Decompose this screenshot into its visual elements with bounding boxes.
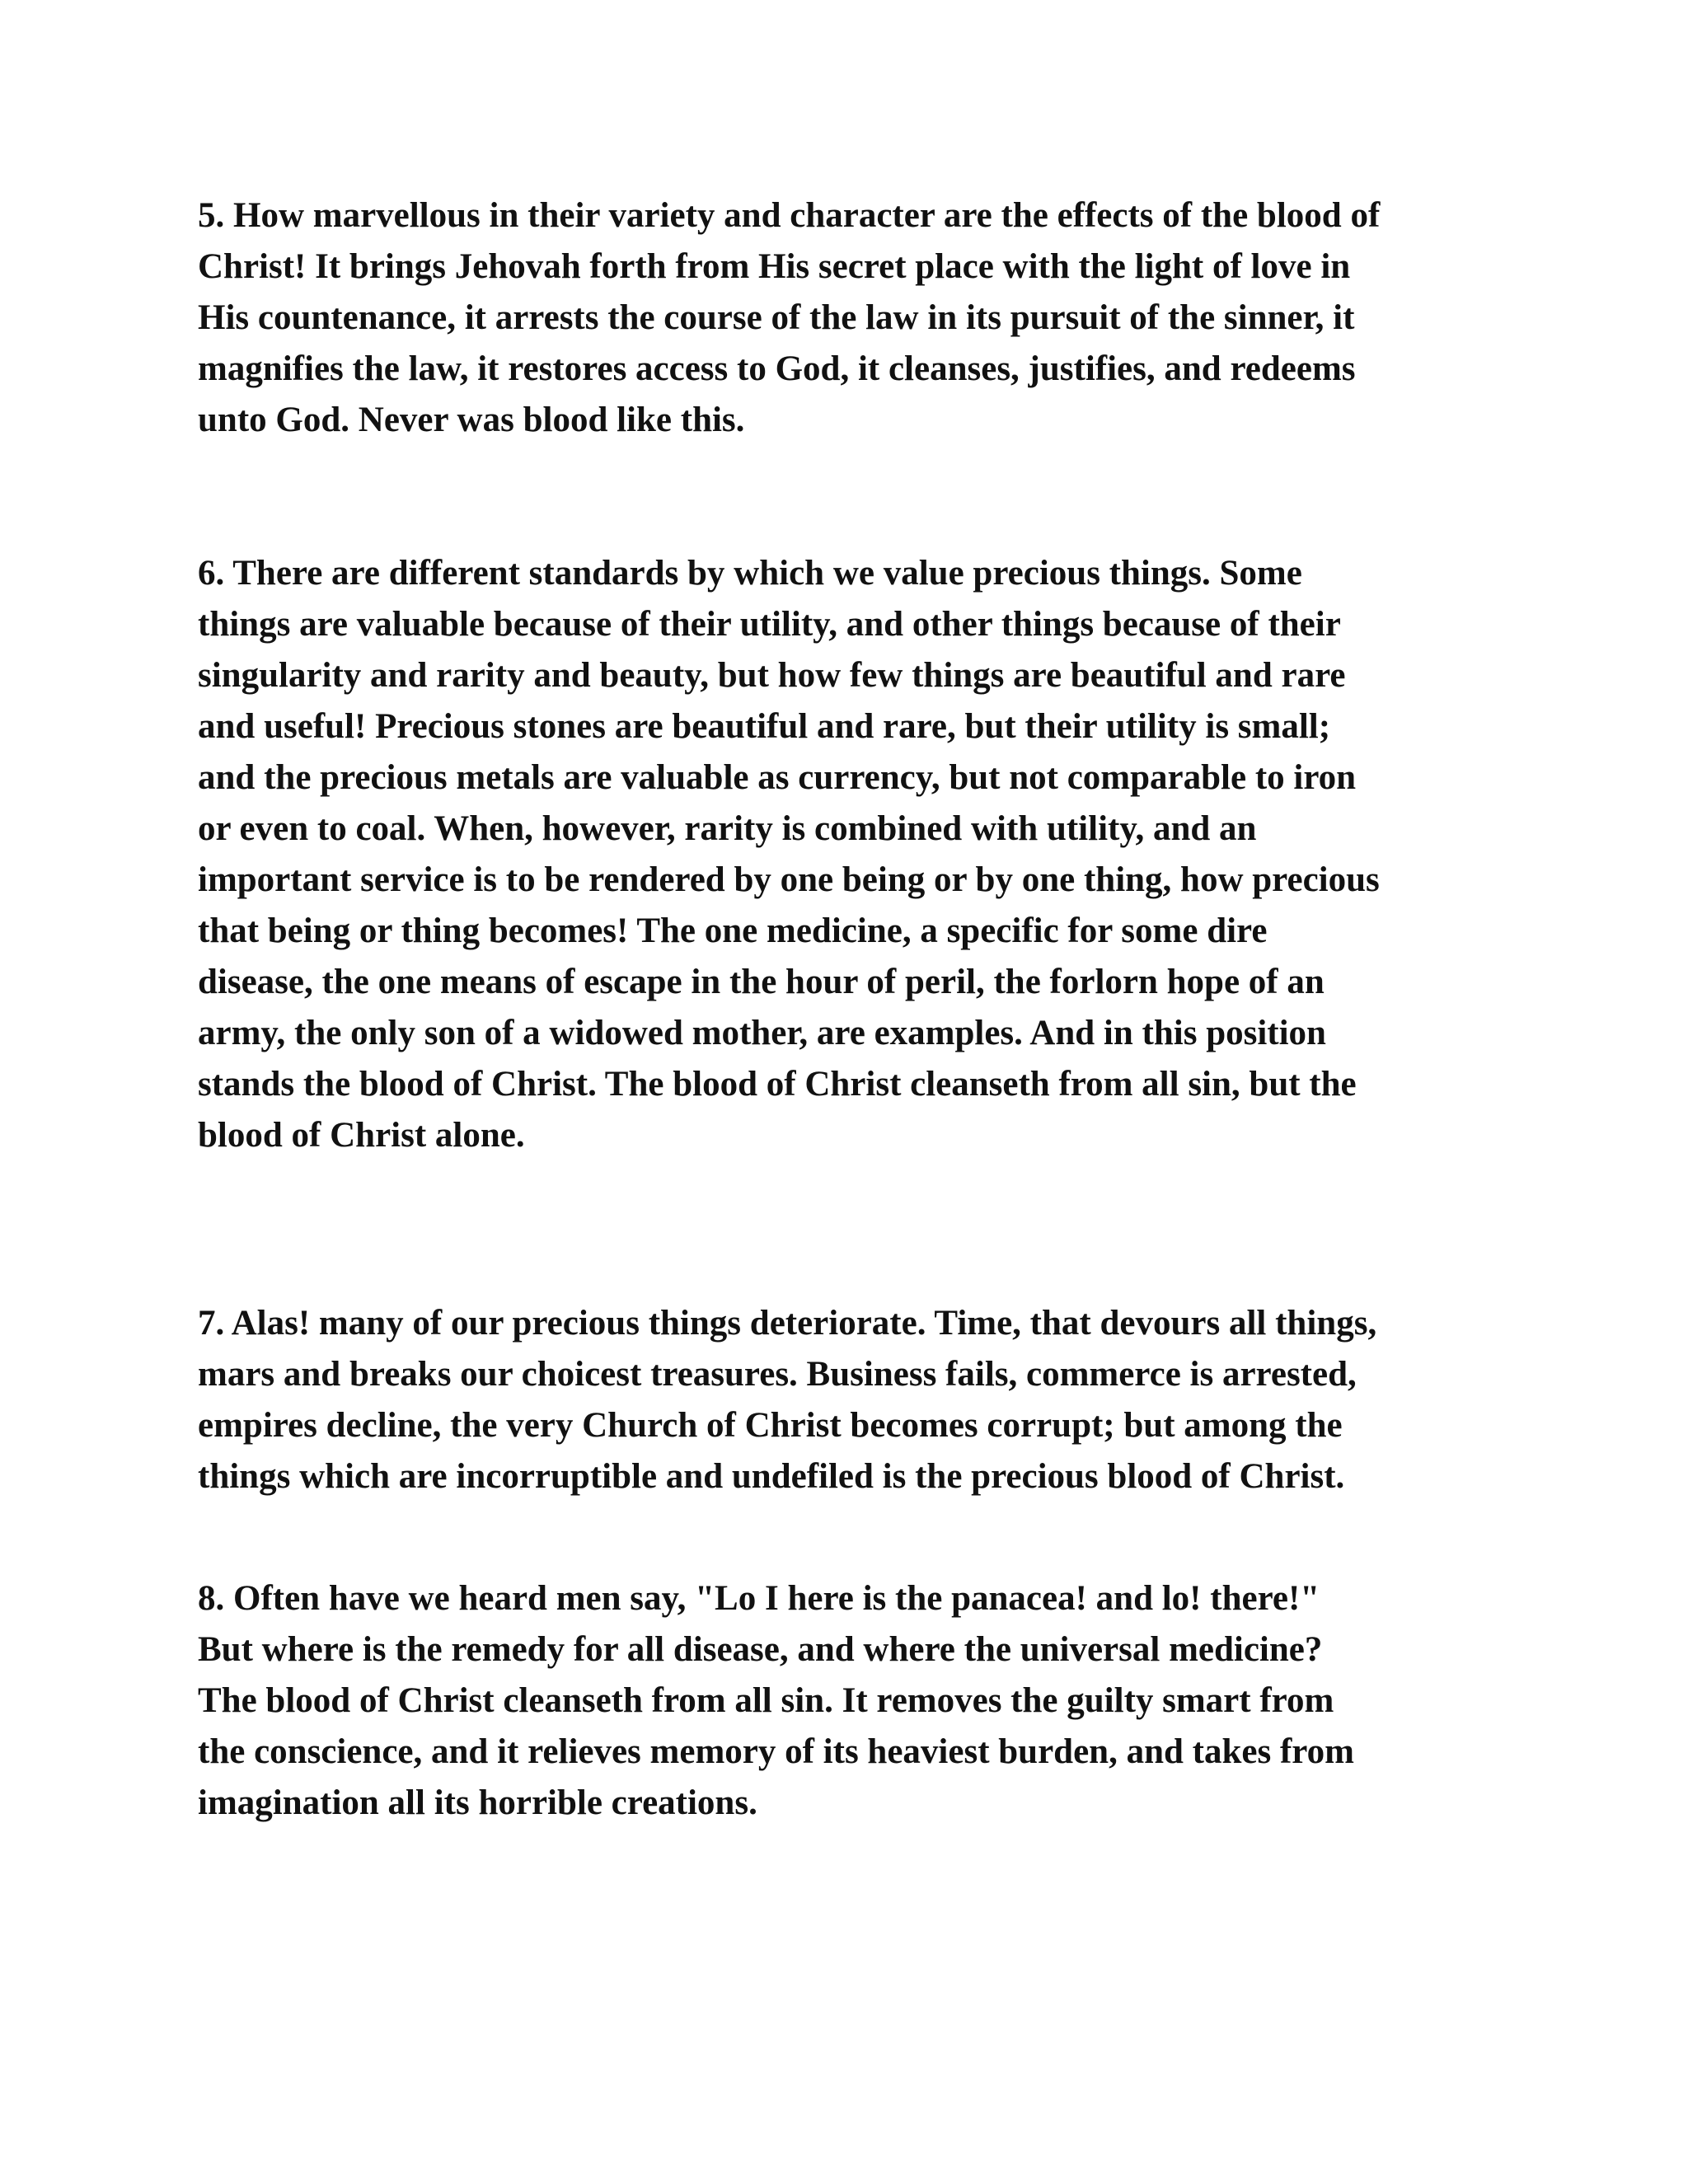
- text-line: 5. How marvellous in their variety and character are the effects of the blood of: [198, 196, 1381, 235]
- text-line: singularity and rarity and beauty, but how few things are beautiful and rare: [198, 656, 1346, 695]
- text-line: stands the blood of Christ. The blood of Christ cleanseth from all sin, but the: [198, 1065, 1357, 1104]
- text-line: army, the only son of a widowed mother, are examples. And in this position: [198, 1014, 1326, 1052]
- text-line: unto God. Never was blood like this.: [198, 401, 745, 439]
- text-line: 6. There are different standards by which we value precious things. Some: [198, 554, 1302, 593]
- text-line: mars and breaks our choicest treasures. Business fails, commerce is arrested,: [198, 1355, 1357, 1394]
- text-line: the conscience, and it relieves memory of its heaviest burden, and takes from: [198, 1732, 1354, 1771]
- text-line: things are valuable because of their utility, and other things because of their: [198, 605, 1341, 644]
- text-line: His countenance, it arrests the course of the law in its pursuit of the sinner, it: [198, 298, 1355, 337]
- paragraph-6: [198, 548, 1500, 1161]
- text-line: things which are incorruptible and undefiled is the precious blood of Christ.: [198, 1457, 1345, 1496]
- text-line: magnifies the law, it restores access to God, it cleanses, justifies, and redeems: [198, 349, 1356, 388]
- text-line: 7. Alas! many of our precious things deteriorate. Time, that devours all things,: [198, 1304, 1377, 1343]
- text-line: imagination all its horrible creations.: [198, 1783, 757, 1822]
- text-line: or even to coal. When, however, rarity is combined with utility, and an: [198, 809, 1257, 848]
- text-line: 8. Often have we heard men say, "Lo I here is the panacea! and lo! there!": [198, 1579, 1320, 1618]
- text-line: and useful! Precious stones are beautiful and rare, but their utility is small;: [198, 707, 1331, 746]
- paragraph-8: [198, 1573, 1500, 1829]
- paragraph-7: [198, 1298, 1500, 1502]
- text-line: Christ! It brings Jehovah forth from His secret place with the light of love in: [198, 247, 1351, 286]
- text-line: that being or thing becomes! The one medicine, a specific for some dire: [198, 912, 1268, 950]
- text-line: empires decline, the very Church of Christ becomes corrupt; but among the: [198, 1406, 1343, 1445]
- text-line: But where is the remedy for all disease, and where the universal medicine?: [198, 1630, 1323, 1669]
- paragraph-5: [198, 190, 1500, 446]
- text-line: blood of Christ alone.: [198, 1116, 525, 1155]
- text-line: disease, the one means of escape in the hour of peril, the forlorn hope of an: [198, 963, 1325, 1001]
- text-line: and the precious metals are valuable as currency, but not comparable to iron: [198, 758, 1357, 797]
- text-line: important service is to be rendered by one being or by one thing, how precious: [198, 860, 1380, 899]
- text-line: The blood of Christ cleanseth from all sin. It removes the guilty smart from: [198, 1681, 1334, 1720]
